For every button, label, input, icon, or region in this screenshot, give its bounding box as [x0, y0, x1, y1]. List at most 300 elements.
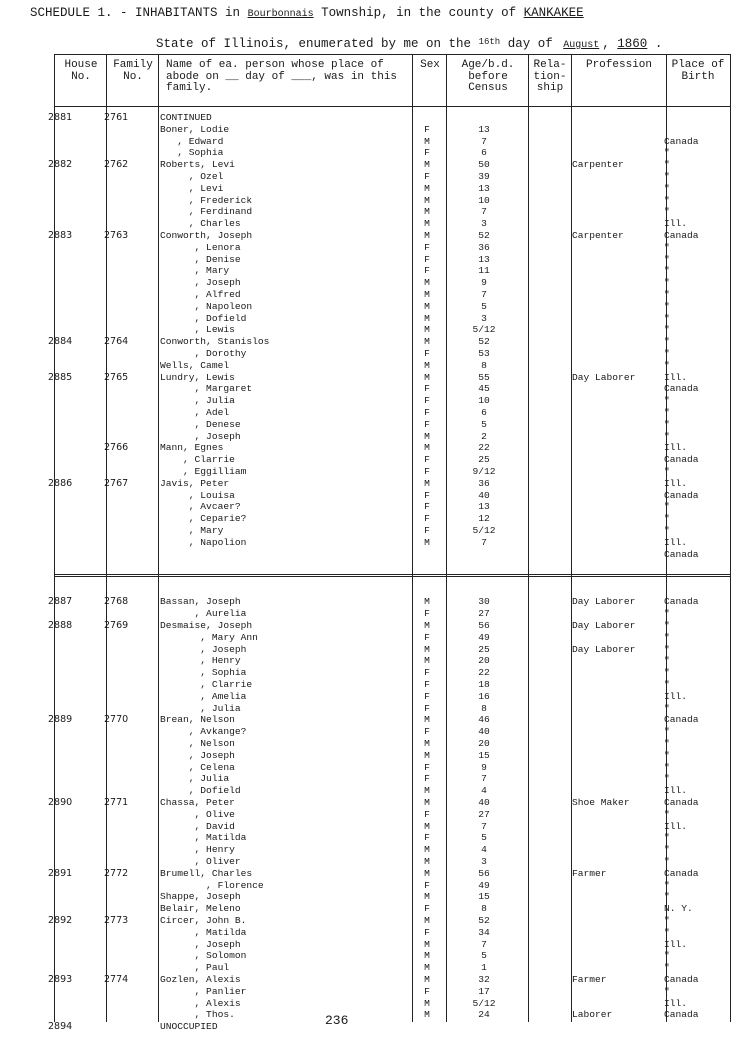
person-sex: M — [424, 738, 430, 749]
section-rule — [54, 574, 730, 575]
person-age: 2 — [481, 430, 487, 442]
person-name: Mann, Egnes — [160, 442, 224, 454]
table-row — [54, 501, 730, 513]
person-name: , Henry — [160, 844, 235, 856]
table-row — [48, 915, 730, 927]
person-name: , Sophia — [160, 667, 247, 679]
table-row — [54, 856, 730, 868]
person-sex: M — [424, 477, 430, 489]
person-name: , Denese — [160, 418, 241, 430]
person-name: , Matilda — [160, 832, 247, 844]
person-sex: M — [424, 797, 430, 808]
birthplace: Ill. — [664, 371, 688, 383]
person-sex: M — [424, 938, 430, 950]
table-row — [48, 477, 730, 490]
table-row — [54, 962, 730, 974]
person-age: 53 — [478, 348, 490, 359]
birthplace: " — [664, 738, 670, 749]
person-age: 13 — [478, 501, 490, 513]
birthplace: Canada — [664, 714, 699, 726]
birthplace: " — [664, 182, 670, 194]
person-name: , Louisa — [160, 489, 235, 501]
person-age: 52 — [478, 915, 490, 926]
birthplace: " — [664, 879, 670, 891]
person-age: 17 — [478, 985, 490, 997]
person-age: 3 — [481, 856, 487, 867]
person-sex: M — [424, 194, 430, 206]
birthplace: Ill. — [664, 536, 688, 548]
table-row — [54, 513, 730, 525]
profession: Day Laborer — [572, 371, 636, 383]
house-number: 2886 — [48, 477, 73, 489]
table-row — [54, 691, 730, 703]
table-row — [54, 407, 730, 419]
house-number: 2890 — [48, 797, 73, 808]
person-age: 55 — [478, 371, 490, 383]
person-sex: M — [424, 300, 430, 312]
birthplace: Ill. — [664, 938, 688, 950]
table-row — [54, 986, 730, 998]
birthplace: " — [664, 844, 670, 856]
person-age: 4 — [481, 785, 487, 797]
profession: Shoe Maker — [572, 797, 630, 808]
birthplace: " — [664, 631, 670, 643]
birthplace: Canada — [664, 548, 699, 560]
person-age: 6 — [481, 407, 487, 418]
profession: Day Laborer — [572, 643, 636, 655]
person-name: , Oliver — [160, 856, 241, 867]
person-name: , Napolion — [160, 536, 247, 548]
table-row — [54, 644, 730, 656]
person-sex: F — [424, 879, 430, 891]
person-age: 52 — [478, 336, 490, 348]
birthplace: " — [664, 407, 670, 418]
person-name: , Celena — [160, 761, 235, 773]
person-sex: M — [424, 359, 430, 371]
birthplace: " — [664, 950, 670, 962]
person-sex: F — [424, 171, 430, 182]
person-sex: M — [424, 182, 430, 194]
person-sex: M — [424, 867, 430, 879]
birthplace: Canada — [664, 489, 699, 501]
person-sex: M — [424, 230, 430, 241]
person-name: , Joseph — [160, 749, 235, 761]
person-sex: F — [424, 454, 430, 466]
birthplace: " — [664, 525, 670, 536]
person-age: 56 — [478, 620, 490, 631]
table-row — [48, 714, 730, 726]
table-row — [54, 301, 730, 313]
person-name: , Olive — [160, 808, 235, 820]
person-age: 7 — [481, 938, 487, 950]
person-sex: F — [424, 690, 430, 702]
person-sex: M — [424, 655, 430, 667]
person-age: 22 — [478, 442, 490, 454]
person-sex: M — [424, 620, 430, 631]
person-age: 15 — [478, 891, 490, 903]
person-sex: F — [424, 241, 430, 253]
person-sex: F — [424, 808, 430, 820]
person-age: 9 — [481, 761, 487, 773]
person-name: Boner, Lodie — [160, 123, 230, 135]
person-sex: M — [424, 820, 430, 832]
person-name: , Alfred — [160, 289, 241, 300]
person-age: 25 — [478, 643, 490, 655]
person-sex: M — [424, 312, 430, 324]
person-age: 7 — [481, 206, 487, 218]
person-sex: F — [424, 903, 430, 915]
person-name: Javis, Peter — [160, 477, 230, 489]
table-row — [54, 277, 730, 289]
birthplace: " — [664, 608, 670, 620]
person-sex: F — [424, 773, 430, 785]
birthplace: " — [664, 241, 670, 253]
house-number: 2894 — [48, 1021, 73, 1033]
birthplace: " — [664, 430, 670, 442]
birthplace: " — [664, 147, 670, 159]
section-rule — [54, 576, 730, 577]
birthplace: " — [664, 253, 670, 265]
person-name: Lundry, Lewis — [160, 371, 235, 383]
person-name: , Adel — [160, 407, 230, 418]
person-age: 7 — [481, 773, 487, 785]
house-number: 2887 — [48, 596, 73, 608]
person-age: 7 — [481, 135, 487, 147]
header-bottom-rule — [54, 106, 730, 107]
person-age: 7 — [481, 820, 487, 832]
table-row — [54, 927, 730, 939]
table-row — [54, 313, 730, 325]
person-name: , Thos. — [160, 1009, 235, 1021]
person-sex: F — [424, 667, 430, 679]
person-sex: F — [424, 253, 430, 265]
table-top-rule — [54, 54, 730, 55]
person-name: , Florence — [160, 879, 264, 891]
birthplace: " — [664, 395, 670, 407]
person-age: 45 — [478, 383, 490, 395]
table-row — [54, 183, 730, 195]
person-age: 40 — [478, 797, 490, 808]
table-row — [54, 891, 730, 903]
county-field: KANKAKEE — [523, 6, 584, 20]
birthplace: " — [664, 359, 670, 371]
person-sex: F — [424, 265, 430, 277]
birthplace: Ill. — [664, 690, 688, 702]
birthplace: Canada — [664, 974, 699, 985]
person-age: 20 — [478, 655, 490, 667]
person-age: 15 — [478, 749, 490, 761]
birthplace: Ill. — [664, 785, 688, 797]
profession: Carpenter — [572, 159, 624, 171]
table-row — [48, 867, 730, 880]
person-name: , Denise — [160, 253, 241, 265]
person-sex: M — [424, 289, 430, 300]
person-sex: M — [424, 714, 430, 726]
person-age: 8 — [481, 359, 487, 371]
person-sex: F — [424, 147, 430, 159]
person-sex: M — [424, 962, 430, 974]
person-sex: F — [424, 123, 430, 135]
table-row — [54, 147, 730, 159]
table-row — [54, 171, 730, 183]
birthplace: Ill. — [664, 820, 688, 832]
person-age: 1 — [481, 962, 487, 974]
column-header-sex: Sex — [420, 59, 440, 71]
birthplace: " — [664, 985, 670, 997]
birthplace: " — [664, 891, 670, 903]
profession: Farmer — [572, 974, 607, 985]
house-number: 2883 — [48, 230, 73, 241]
person-age: 10 — [478, 395, 490, 407]
person-age: 56 — [478, 867, 490, 879]
person-name: , Joseph — [160, 430, 241, 442]
person-sex: M — [424, 915, 430, 926]
person-name: , Frederick — [160, 194, 253, 206]
birthplace: Ill. — [664, 477, 688, 489]
table-row — [54, 454, 730, 466]
person-sex: M — [424, 206, 430, 218]
person-age: 20 — [478, 738, 490, 749]
person-sex: M — [424, 324, 430, 336]
person-sex: M — [424, 159, 430, 171]
person-sex: F — [424, 832, 430, 844]
header-end: . — [654, 37, 663, 51]
family-number: 2765 — [104, 371, 129, 383]
person-name: , Clarrie — [160, 679, 253, 690]
person-age: 3 — [481, 312, 487, 324]
birthplace: " — [664, 277, 670, 289]
person-name: , Dorothy — [160, 348, 247, 359]
schedule-header-line2 — [156, 37, 662, 51]
birthplace: " — [664, 336, 670, 348]
profession: Laborer — [572, 1009, 613, 1021]
person-sex: M — [424, 891, 430, 903]
person-name: , Margaret — [160, 383, 253, 395]
table-row — [54, 726, 730, 738]
person-age: 32 — [478, 974, 490, 985]
person-age: 5 — [481, 832, 487, 844]
person-name: , Ferdinand — [160, 206, 253, 218]
family-number: 2770 — [104, 714, 129, 726]
column-rule — [730, 54, 731, 1022]
house-number: 2892 — [48, 915, 73, 926]
person-sex: F — [424, 466, 430, 477]
column-header-house: House No. — [64, 59, 98, 83]
birthplace: Canada — [664, 383, 699, 395]
person-sex: F — [424, 926, 430, 938]
house-number: 2884 — [48, 336, 73, 348]
family-number: 2764 — [104, 336, 129, 348]
person-name: , Alexis — [160, 997, 241, 1009]
person-name: , Napoleon — [160, 300, 253, 312]
person-name: , Panlier — [160, 985, 247, 997]
family-number: 2774 — [104, 974, 129, 985]
table-row — [54, 762, 730, 774]
birthplace: " — [664, 749, 670, 761]
birthplace: Canada — [664, 230, 699, 241]
column-header-age: Age/b.d. before Census — [461, 59, 515, 94]
person-name: CONTINUED — [160, 112, 212, 123]
person-name: , Ozel — [160, 171, 224, 182]
table-row — [54, 632, 730, 644]
person-sex: F — [424, 501, 430, 513]
person-sex: M — [424, 856, 430, 867]
table-row — [48, 620, 730, 632]
birthplace: " — [664, 348, 670, 359]
birthplace: " — [664, 915, 670, 926]
person-name: Conworth, Stanislos — [160, 336, 270, 348]
person-age: 6 — [481, 147, 487, 159]
table-row — [54, 998, 730, 1010]
birthplace: Canada — [664, 596, 699, 608]
family-number: 2767 — [104, 477, 129, 489]
table-row — [54, 667, 730, 679]
table-row — [54, 242, 730, 254]
person-age: 5 — [481, 418, 487, 430]
house-number: 2891 — [48, 867, 73, 879]
profession: Day Laborer — [572, 620, 636, 631]
person-age: 8 — [481, 702, 487, 714]
person-age: 34 — [478, 926, 490, 938]
person-age: 5/12 — [472, 997, 496, 1009]
person-name: , Aurelia — [160, 608, 247, 620]
birthplace: N. Y. — [664, 903, 693, 915]
person-age: 4 — [481, 844, 487, 856]
person-name: , Henry — [160, 655, 241, 667]
day-label: day of — [507, 37, 553, 51]
person-age: 5/12 — [472, 525, 496, 536]
person-age: 39 — [478, 171, 490, 182]
township-field: Bourbonnais — [247, 9, 314, 20]
person-name: Gozlen, Alexis — [160, 974, 241, 985]
person-age: 9 — [481, 277, 487, 289]
house-number: 2893 — [48, 974, 73, 985]
table-row — [54, 195, 730, 207]
table-row — [54, 383, 730, 395]
column-header-name: Name of ea. person whose place of abode on __ day of ___, was in this family. — [166, 59, 398, 94]
table-row — [48, 112, 730, 124]
birthplace: " — [664, 773, 670, 785]
person-age: 27 — [478, 808, 490, 820]
birthplace: " — [664, 962, 670, 974]
person-age: 36 — [478, 477, 490, 489]
person-age: 30 — [478, 596, 490, 608]
birthplace: Canada — [664, 135, 699, 147]
person-age: 25 — [478, 454, 490, 466]
table-row — [54, 608, 730, 620]
table-row — [54, 738, 730, 750]
table-row — [54, 903, 730, 915]
person-name: UNOCCUPIED — [160, 1021, 218, 1033]
table-row — [48, 159, 730, 171]
person-sex: F — [424, 418, 430, 430]
table-row — [54, 419, 730, 431]
state-label: State of Illinois, enumerated by me on the — [156, 37, 472, 51]
person-name: , Solomon — [160, 950, 247, 962]
birthplace: Canada — [664, 1009, 699, 1021]
birthplace: " — [664, 667, 670, 679]
person-name: , Lenora — [160, 241, 241, 253]
birthplace: " — [664, 206, 670, 218]
person-name: Conworth, Joseph — [160, 230, 253, 241]
table-row — [54, 289, 730, 301]
person-name: , Mary — [160, 265, 230, 277]
person-sex: F — [424, 383, 430, 395]
table-row — [54, 206, 730, 218]
profession: Farmer — [572, 867, 607, 879]
person-name: , Paul — [160, 962, 230, 974]
table-row — [54, 490, 730, 502]
house-number: 2881 — [48, 112, 73, 123]
profession: Carpenter — [572, 230, 624, 241]
family-number: 2766 — [104, 442, 129, 454]
column-header-family: Family No. — [113, 59, 153, 83]
person-age: 40 — [478, 489, 490, 501]
schedule-title: SCHEDULE 1. - INHABITANTS in — [30, 6, 241, 20]
birthplace: " — [664, 194, 670, 206]
person-age: 13 — [478, 123, 490, 135]
person-sex: F — [424, 679, 430, 690]
person-name: , Avkange? — [160, 726, 247, 738]
person-sex: M — [424, 844, 430, 856]
person-sex: M — [424, 218, 430, 230]
family-number: 2762 — [104, 159, 129, 171]
house-number: 2888 — [48, 620, 73, 631]
person-name: Shappe, Joseph — [160, 891, 241, 903]
person-name: , Julia — [160, 702, 241, 714]
person-age: 10 — [478, 194, 490, 206]
person-sex: M — [424, 135, 430, 147]
person-name: , Dofield — [160, 312, 247, 324]
table-row — [54, 821, 730, 833]
person-sex: F — [424, 489, 430, 501]
birthplace: " — [664, 926, 670, 938]
person-sex: F — [424, 726, 430, 738]
family-number: 2768 — [104, 596, 129, 608]
table-row — [54, 265, 730, 277]
birthplace: " — [664, 856, 670, 867]
person-age: 7 — [481, 536, 487, 548]
table-row — [48, 1021, 730, 1033]
column-header-profession: Profession — [585, 59, 652, 71]
family-number: 2763 — [104, 230, 129, 241]
table-row — [54, 254, 730, 266]
house-number: 2882 — [48, 159, 73, 171]
person-age: 24 — [478, 1009, 490, 1021]
person-sex: M — [424, 643, 430, 655]
person-name: Brumell, Charles — [160, 867, 253, 879]
table-row — [54, 395, 730, 407]
birthplace: " — [664, 501, 670, 513]
birthplace: Canada — [664, 867, 699, 879]
person-name: , Mary — [160, 525, 224, 536]
person-name: , Mary Ann — [160, 631, 258, 643]
table-row — [54, 1009, 730, 1021]
table-row — [48, 336, 730, 348]
person-age: 22 — [478, 667, 490, 679]
birthplace: " — [664, 171, 670, 182]
person-name: , Joseph — [160, 643, 247, 655]
person-name: Belair, Meleno — [160, 903, 241, 915]
column-header-relationship: Rela- tion- ship — [533, 59, 567, 94]
person-age: 9/12 — [472, 466, 496, 477]
birthplace: " — [664, 679, 670, 690]
family-number: 2769 — [104, 620, 129, 631]
birthplace: Ill. — [664, 218, 688, 230]
table-row — [54, 348, 730, 360]
birthplace: " — [664, 289, 670, 300]
person-sex: M — [424, 950, 430, 962]
